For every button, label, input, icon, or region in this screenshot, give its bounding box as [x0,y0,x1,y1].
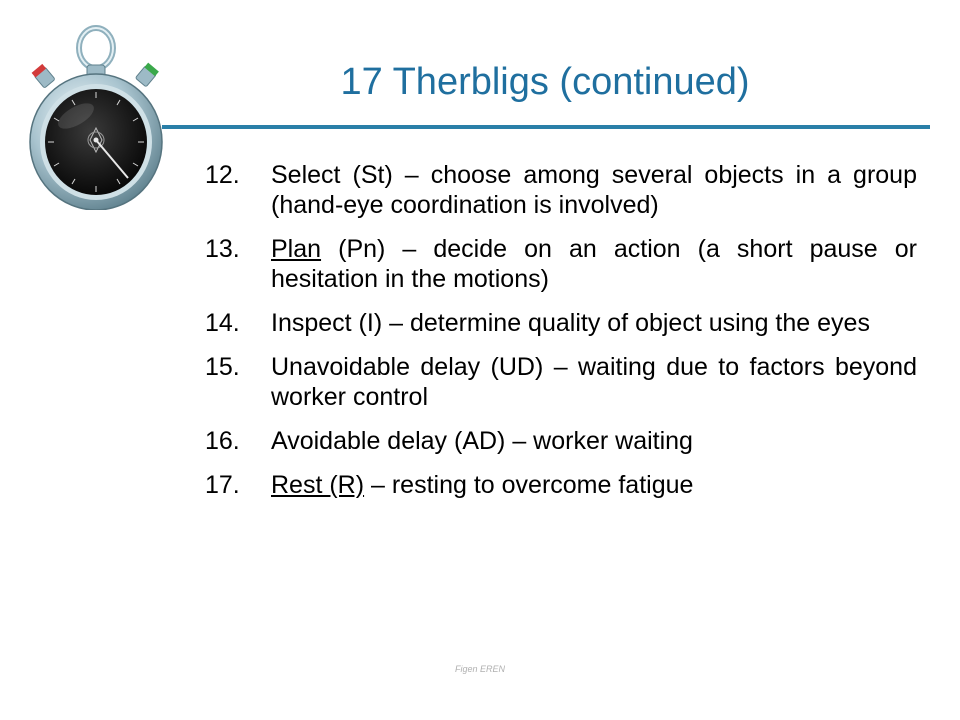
item-number: 15. [205,353,240,381]
item-number: 14. [205,309,240,337]
item-text: Avoidable delay (AD) – worker waiting [271,427,693,455]
list-item [205,470,917,500]
item-number: 12. [205,161,240,189]
item-text: Select (St) – choose among several objects in a group (hand-eye coordination is involved) [271,161,917,219]
item-underlined-term: Rest (R) [271,471,365,499]
item-number: 13. [205,235,240,263]
stopwatch-icon [18,20,168,210]
item-text: – resting to overcome fatigue [364,471,694,499]
page-title: 17 Therbligs (continued) [340,61,750,103]
list-item [205,160,917,220]
list-item [205,352,917,412]
item-number: 17. [205,471,240,499]
item-text: (Pn) – decide on an action (a short pause or hesitation in the motions) [271,235,917,293]
list-item [205,426,917,456]
item-text: Inspect (I) – determine quality of object using the eyes [271,309,870,337]
list-item [205,308,917,338]
item-number: 16. [205,427,240,455]
item-text: Unavoidable delay (UD) – waiting due to factors beyond worker control [271,353,917,411]
footer-author: Figen EREN [454,664,506,674]
title-divider [162,125,930,129]
list-item [205,234,917,294]
item-underlined-term: Plan [271,235,322,263]
therblig-list [205,160,917,514]
